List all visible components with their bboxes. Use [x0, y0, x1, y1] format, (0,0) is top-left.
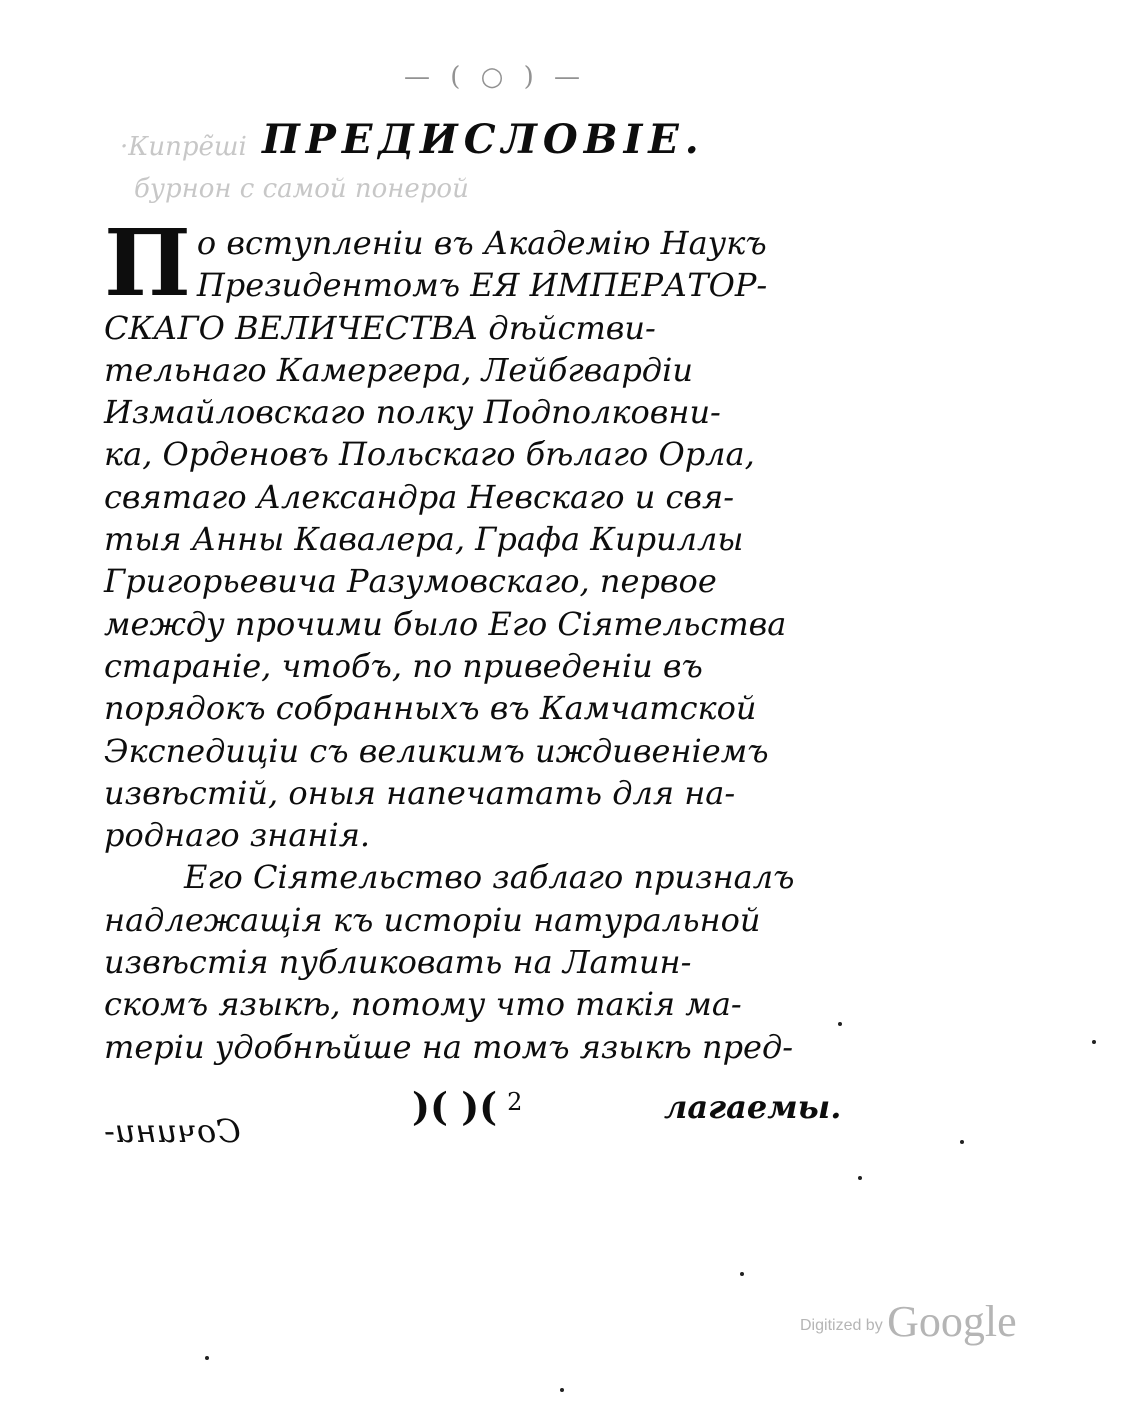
text-line: порядокъ собранныхъ въ Камчатской [104, 689, 757, 728]
google-logo: Google [887, 1297, 1017, 1346]
text-line: Его Сіятельство заблаго призналъ [184, 858, 795, 897]
page-title: ПРЕДИСЛОВІЕ. [262, 116, 705, 163]
text-line: СКАГО ВЕЛИЧЕСТВА дѣйстви- [104, 308, 656, 347]
body-text [104, 209, 834, 1068]
text-line: Измайловскаго полку Подполковни- [104, 393, 721, 432]
catchword: лагаемы. [664, 1088, 842, 1126]
scan-speck [560, 1388, 564, 1392]
scan-speck [838, 1022, 842, 1026]
scan-speck [740, 1272, 744, 1276]
signature-mark [412, 1084, 522, 1129]
text-line: о вступленіи въ Академію Наукъ [196, 224, 767, 262]
watermark-prefix: Digitized by [800, 1317, 883, 1334]
drop-cap-initial: П [104, 209, 191, 317]
bleed-through-text: бурнон с самой понерой [134, 174, 469, 204]
text-line: Григорьевича Разумовскаго, первое [104, 562, 717, 601]
text-line: тельнаго Камергера, Лейбгвардіи [104, 350, 693, 389]
digitization-watermark [800, 1296, 1017, 1347]
scan-speck [205, 1356, 209, 1360]
signature-symbol: )( )( [412, 1084, 498, 1129]
scan-speck [1092, 1040, 1096, 1044]
text-line: между прочими было Его Сіятельства [104, 604, 787, 643]
text-line: Президентомъ ЕЯ ИМПЕРАТОР- [196, 266, 768, 305]
text-line: извѣстія публиковать на Латин- [104, 943, 692, 982]
signature-number: 2 [507, 1088, 523, 1116]
text-line: надлежащія къ исторіи натуральной [104, 900, 761, 939]
text-line: извѣстій, оныя напечатать для на- [104, 773, 736, 812]
text-line: роднаго знанія. [104, 816, 371, 855]
text-line: теріи удобнѣйше на томъ языкѣ пред- [104, 1027, 794, 1066]
bleed-through-text: ·Кипре̃ші [120, 132, 247, 162]
text-line: тыя Анны Кавалера, Графа Кириллы [104, 520, 744, 559]
text-line: Экспедиціи съ великимъ иждивеніемъ [104, 731, 769, 770]
text-line: ка, Орденовъ Польскаго бѣлаго Орла, [104, 435, 755, 474]
mirrored-bleed-word: Сочини- [104, 1112, 241, 1150]
scan-speck [858, 1176, 862, 1180]
text-line: стараніе, чтобъ, по приведеніи въ [104, 646, 703, 685]
header-ornament: — ( ○ ) — [403, 62, 587, 92]
text-line: скомъ языкѣ, потому что такія ма- [104, 985, 742, 1024]
scan-speck [960, 1140, 964, 1144]
text-line: святаго Александра Невскаго и свя- [104, 477, 735, 516]
